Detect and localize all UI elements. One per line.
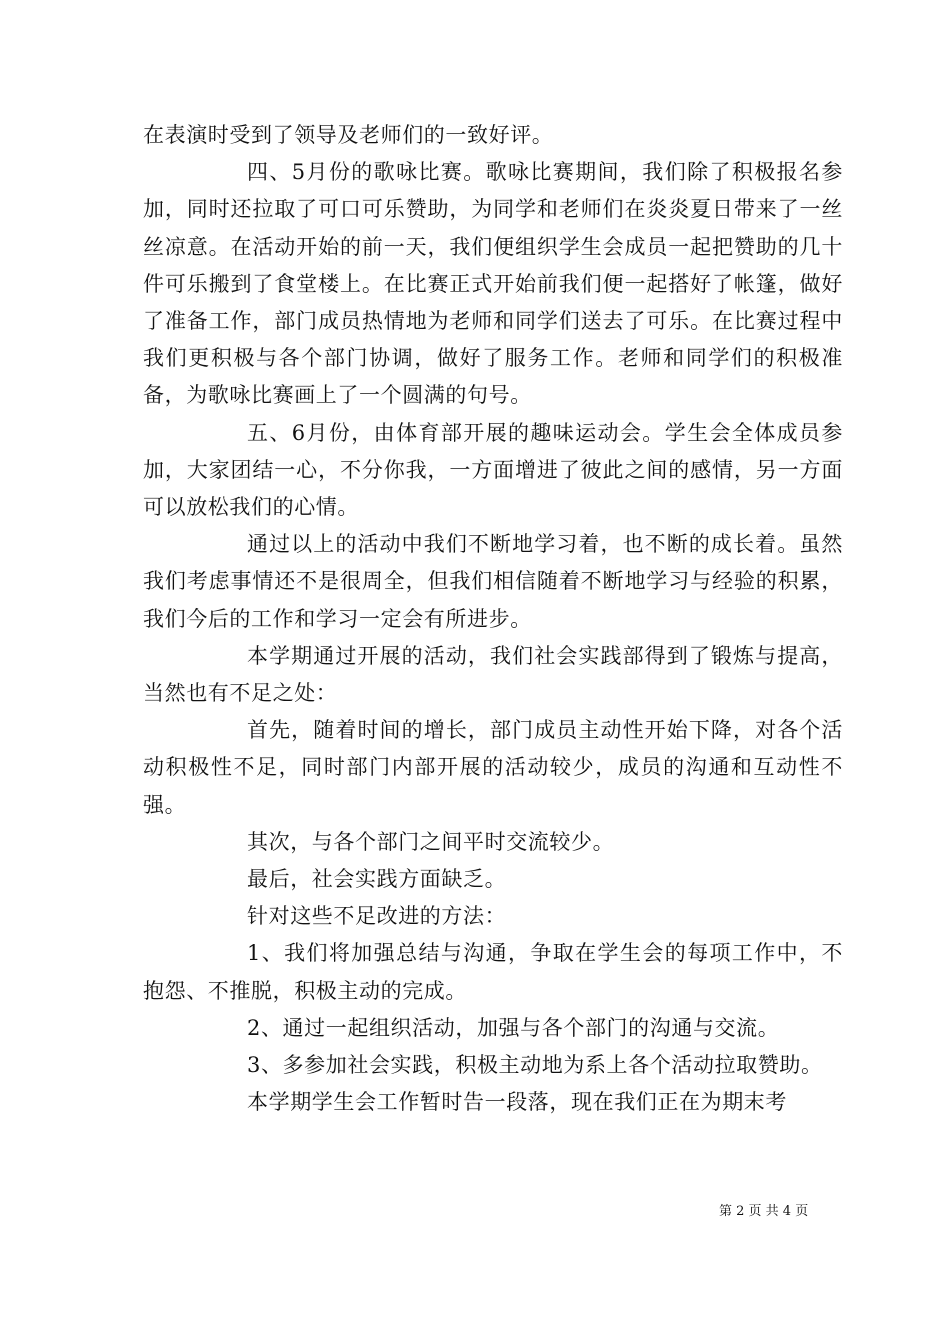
paragraph-shortcoming-first: 首先，随着时间的增长，部门成员主动性开始下降，对各个活动积极性不足，同时部门内部开展的活动较少，成员的沟通和互动性不强。 <box>143 718 843 817</box>
paragraph-improvements-intro: 针对这些不足改进的方法： <box>247 904 507 929</box>
paragraph-continuation: 在表演时受到了领导及老师们的一致好评。 <box>143 123 554 147</box>
paragraph-improvement-1: 1、我们将加强总结与沟通，争取在学生会的每项工作中，不抱怨、不推脱，积极主动的完成。 <box>143 941 843 1003</box>
page-number-footer: 第 2 页 共 4 页 <box>719 1204 809 1219</box>
paragraph-singing-contest: 四、5月份的歌咏比赛。歌咏比赛期间，我们除了积极报名参加，同时还拉取了可口可乐赞助，为同学和老师们在炎炎夏日带来了一丝丝凉意。在活动开始的前一天，我们便组织学生会成员一起把赞助的几十件可乐搬到了食堂楼上。在比赛正式开始前我们便一起搭好了帐篷，做好了准备工作，部门成员热情地为老师和同学们送去了可乐。在比赛过程中我们更积极与各个部门协调，做好了服务工作。老师和同学们的积极准备，为歌咏比赛画上了一个圆满的句号。 <box>143 160 843 408</box>
paragraph-shortcoming-second: 其次，与各个部门之间平时交流较少。 <box>247 829 615 854</box>
paragraph-shortcomings-intro: 本学期通过开展的活动，我们社会实践部得到了锻炼与提高，当然也有不足之处： <box>143 643 843 706</box>
paragraph-improvement-3: 3、多参加社会实践，积极主动地为系上各个活动拉取赞助。 <box>247 1053 823 1078</box>
paragraph-closing: 本学期学生会工作暂时告一段落，现在我们正在为期末考 <box>247 1090 787 1115</box>
paragraph-learning-growth: 通过以上的活动中我们不断地学习着，也不断的成长着。虽然我们考虑事情还不是很周全，但我们相信随着不断地学习与经验的积累，我们今后的工作和学习一定会有所进步。 <box>143 532 843 631</box>
paragraph-sports-meet: 五、6月份，由体育部开展的趣味运动会。学生会全体成员参加，大家团结一心，不分你我，一方面增进了彼此之间的感情，另一方面可以放松我们的心情。 <box>143 420 843 520</box>
paragraph-improvement-2: 2、通过一起组织活动，加强与各个部门的沟通与交流。 <box>247 1015 780 1040</box>
paragraph-shortcoming-last: 最后，社会实践方面缺乏。 <box>247 867 507 892</box>
document-body <box>143 117 843 1121</box>
